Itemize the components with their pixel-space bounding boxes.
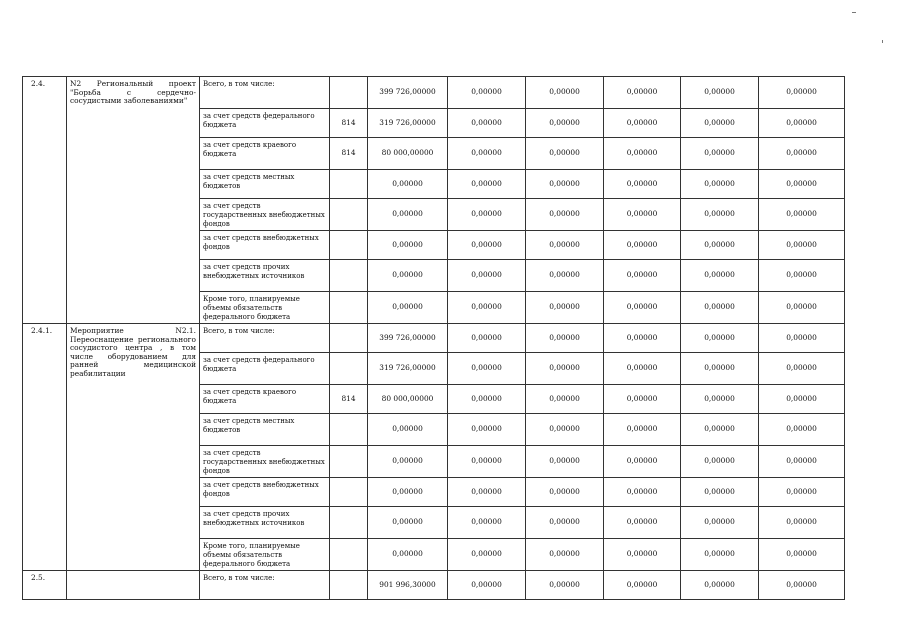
value-cell: 0,00000 <box>759 446 845 478</box>
funding-source-label: за счет средств прочих внебюджетных источников <box>200 260 330 292</box>
value-cell: 0,00000 <box>681 507 759 539</box>
budget-code <box>330 446 368 478</box>
table-row <box>23 571 845 600</box>
value-cell: 319 726,00000 <box>368 353 448 385</box>
value-cell: 0,00000 <box>681 260 759 292</box>
funding-source-label: Всего, в том числе: <box>200 324 330 353</box>
value-cell: 0,00000 <box>526 77 604 109</box>
value-cell: 0,00000 <box>604 571 681 600</box>
value-cell: 0,00000 <box>681 77 759 109</box>
value-cell: 0,00000 <box>448 109 526 138</box>
value-cell: 0,00000 <box>448 353 526 385</box>
value-cell: 0,00000 <box>368 199 448 231</box>
budget-table-body <box>23 77 845 600</box>
value-cell: 0,00000 <box>448 446 526 478</box>
value-cell: 0,00000 <box>368 260 448 292</box>
value-cell: 0,00000 <box>759 507 845 539</box>
value-cell: 0,00000 <box>681 414 759 446</box>
value-cell: 0,00000 <box>526 109 604 138</box>
funding-source-label: за счет средств государственных внебюджетных фондов <box>200 199 330 231</box>
value-cell: 0,00000 <box>526 539 604 571</box>
value-cell: 0,00000 <box>759 571 845 600</box>
section-number: 2.5. <box>23 571 67 600</box>
value-cell: 0,00000 <box>604 324 681 353</box>
value-cell: 0,00000 <box>759 414 845 446</box>
value-cell: 319 726,00000 <box>368 109 448 138</box>
funding-source-label: за счет средств краевого бюджета <box>200 385 330 414</box>
value-cell: 0,00000 <box>759 138 845 170</box>
value-cell: 399 726,00000 <box>368 324 448 353</box>
value-cell: 0,00000 <box>526 292 604 324</box>
value-cell: 0,00000 <box>448 260 526 292</box>
value-cell: 0,00000 <box>604 77 681 109</box>
value-cell: 0,00000 <box>681 292 759 324</box>
value-cell: 0,00000 <box>604 446 681 478</box>
value-cell: 0,00000 <box>759 478 845 507</box>
value-cell: 0,00000 <box>759 231 845 260</box>
budget-code <box>330 231 368 260</box>
value-cell: 0,00000 <box>368 170 448 199</box>
section-title <box>67 571 200 600</box>
value-cell: 0,00000 <box>681 231 759 260</box>
value-cell: 0,00000 <box>681 353 759 385</box>
value-cell: 0,00000 <box>604 478 681 507</box>
funding-source-label: за счет средств местных бюджетов <box>200 414 330 446</box>
value-cell: 0,00000 <box>604 260 681 292</box>
value-cell: 0,00000 <box>448 385 526 414</box>
value-cell: 0,00000 <box>526 199 604 231</box>
funding-source-label: Всего, в том числе: <box>200 77 330 109</box>
section-title: Мероприятие N2.1. Переоснащение регионального сосудистого центра , в том числе оборудованием для ранней медицинской реабилитации <box>67 324 200 571</box>
value-cell: 901 996,30000 <box>368 571 448 600</box>
value-cell: 0,00000 <box>759 385 845 414</box>
value-cell: 0,00000 <box>526 414 604 446</box>
value-cell: 0,00000 <box>759 109 845 138</box>
value-cell: 0,00000 <box>448 77 526 109</box>
value-cell: 399 726,00000 <box>368 77 448 109</box>
table-row <box>23 77 845 109</box>
value-cell: 0,00000 <box>681 539 759 571</box>
value-cell: 0,00000 <box>681 170 759 199</box>
value-cell: 0,00000 <box>448 138 526 170</box>
value-cell: 0,00000 <box>448 414 526 446</box>
value-cell: 0,00000 <box>526 385 604 414</box>
value-cell: 0,00000 <box>526 260 604 292</box>
value-cell: 0,00000 <box>448 571 526 600</box>
budget-code: 814 <box>330 109 368 138</box>
budget-code <box>330 170 368 199</box>
value-cell: 0,00000 <box>759 292 845 324</box>
budget-code <box>330 478 368 507</box>
value-cell: 0,00000 <box>604 385 681 414</box>
budget-code: 814 <box>330 385 368 414</box>
budget-code <box>330 199 368 231</box>
value-cell: 0,00000 <box>526 231 604 260</box>
value-cell: 0,00000 <box>448 507 526 539</box>
value-cell: 0,00000 <box>759 353 845 385</box>
funding-source-label: за счет средств местных бюджетов <box>200 170 330 199</box>
value-cell: 0,00000 <box>526 507 604 539</box>
value-cell: 0,00000 <box>604 231 681 260</box>
value-cell: 0,00000 <box>681 385 759 414</box>
budget-code <box>330 77 368 109</box>
value-cell: 0,00000 <box>448 231 526 260</box>
value-cell: 0,00000 <box>448 324 526 353</box>
section-number: 2.4. <box>23 77 67 324</box>
funding-source-label: за счет средств федерального бюджета <box>200 109 330 138</box>
value-cell: 80 000,00000 <box>368 138 448 170</box>
funding-source-label: за счет средств федерального бюджета <box>200 353 330 385</box>
value-cell: 0,00000 <box>368 292 448 324</box>
value-cell: 0,00000 <box>526 571 604 600</box>
scan-speck <box>852 12 856 13</box>
budget-code <box>330 260 368 292</box>
value-cell: 0,00000 <box>759 260 845 292</box>
funding-source-label: за счет средств прочих внебюджетных источников <box>200 507 330 539</box>
value-cell: 0,00000 <box>604 414 681 446</box>
value-cell: 0,00000 <box>526 446 604 478</box>
value-cell: 0,00000 <box>368 507 448 539</box>
funding-source-label: Кроме того, планируемые объемы обязательств федерального бюджета <box>200 539 330 571</box>
value-cell: 0,00000 <box>604 109 681 138</box>
value-cell: 0,00000 <box>759 170 845 199</box>
funding-source-label: за счет средств внебюджетных фондов <box>200 478 330 507</box>
value-cell: 0,00000 <box>448 478 526 507</box>
value-cell: 0,00000 <box>526 324 604 353</box>
value-cell: 0,00000 <box>526 353 604 385</box>
funding-source-label: за счет средств внебюджетных фондов <box>200 231 330 260</box>
budget-code <box>330 571 368 600</box>
value-cell: 0,00000 <box>526 170 604 199</box>
funding-source-label: за счет средств государственных внебюджетных фондов <box>200 446 330 478</box>
table-row <box>23 324 845 353</box>
budget-table <box>22 76 845 600</box>
value-cell: 0,00000 <box>368 231 448 260</box>
value-cell: 0,00000 <box>368 446 448 478</box>
budget-code <box>330 353 368 385</box>
value-cell: 0,00000 <box>681 199 759 231</box>
value-cell: 0,00000 <box>368 478 448 507</box>
value-cell: 0,00000 <box>526 138 604 170</box>
value-cell: 0,00000 <box>448 292 526 324</box>
section-title: N2 Региональный проект "Борьба с сердечно-сосудистыми заболеваниями" <box>67 77 200 324</box>
funding-source-label: Всего, в том числе: <box>200 571 330 600</box>
value-cell: 0,00000 <box>448 170 526 199</box>
section-number: 2.4.1. <box>23 324 67 571</box>
value-cell: 0,00000 <box>526 478 604 507</box>
value-cell: 0,00000 <box>604 292 681 324</box>
value-cell: 0,00000 <box>604 199 681 231</box>
funding-source-label: за счет средств краевого бюджета <box>200 138 330 170</box>
value-cell: 0,00000 <box>759 539 845 571</box>
value-cell: 0,00000 <box>681 324 759 353</box>
value-cell: 0,00000 <box>759 199 845 231</box>
value-cell: 0,00000 <box>604 353 681 385</box>
value-cell: 0,00000 <box>368 539 448 571</box>
budget-code <box>330 507 368 539</box>
value-cell: 0,00000 <box>681 446 759 478</box>
value-cell: 0,00000 <box>604 138 681 170</box>
value-cell: 0,00000 <box>681 478 759 507</box>
value-cell: 0,00000 <box>448 539 526 571</box>
value-cell: 0,00000 <box>759 77 845 109</box>
budget-code <box>330 414 368 446</box>
value-cell: 0,00000 <box>759 324 845 353</box>
value-cell: 80 000,00000 <box>368 385 448 414</box>
value-cell: 0,00000 <box>368 414 448 446</box>
budget-code <box>330 324 368 353</box>
scan-speck <box>882 40 883 43</box>
value-cell: 0,00000 <box>681 571 759 600</box>
funding-source-label: Кроме того, планируемые объемы обязательств федерального бюджета <box>200 292 330 324</box>
value-cell: 0,00000 <box>604 507 681 539</box>
value-cell: 0,00000 <box>604 539 681 571</box>
budget-code <box>330 292 368 324</box>
value-cell: 0,00000 <box>448 199 526 231</box>
budget-code <box>330 539 368 571</box>
value-cell: 0,00000 <box>681 109 759 138</box>
value-cell: 0,00000 <box>604 170 681 199</box>
budget-code: 814 <box>330 138 368 170</box>
value-cell: 0,00000 <box>681 138 759 170</box>
